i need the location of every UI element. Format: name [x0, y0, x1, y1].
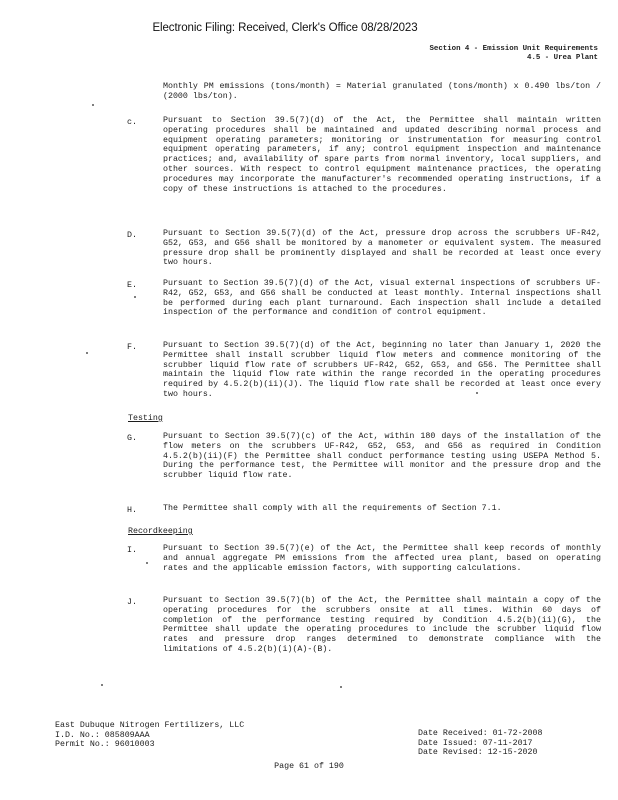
scan-speck [476, 392, 478, 394]
condition-g-text: Pursuant to Section 39.5(7)(c) of the Act, within 180 days of the installation of the flow meters on the scrubbers UF-R42, G52, G53, and G56 as required in Condition 4.5.2(b)(ii)(F) the Permittee shall conduct performance testing using USEPA Method 5. During the performance test, the Permittee will monitor and the pressure drop and the scrubber liquid flow rate. [163, 432, 601, 481]
condition-h-text: The Permittee shall comply with all the requirements of Section 7.1. [163, 504, 502, 513]
condition-d-text: Pursuant to Section 39.5(7)(d) of the Act, pressure drop across the scrubbers UF-R42, G52, G53, and G56 shall be monitored by a manometer or equivalent system. The measured pressure drop shall be prominently displayed and shall be recorded at least once every two hours. [163, 229, 601, 268]
scan-speck [92, 104, 94, 106]
scan-speck [340, 686, 342, 688]
recordkeeping-heading: Recordkeeping [128, 527, 193, 536]
facility-id: I.D. No.: 085809AAA [55, 730, 150, 740]
subsection-header: 4.5 - Urea Plant [527, 54, 598, 62]
condition-g-letter: G. [127, 434, 137, 443]
condition-j-letter: J. [127, 598, 137, 607]
footer-facility-block [55, 721, 244, 750]
date-issued: Date Issued: 07-11-2017 [418, 738, 533, 748]
condition-f-letter: F. [127, 343, 137, 352]
scan-speck [101, 684, 103, 686]
electronic-filing-stamp: Electronic Filing: Received, Clerk's Office 08/28/2023 [152, 22, 418, 34]
scan-speck [134, 296, 136, 298]
condition-c-text: Pursuant to Section 39.5(7)(d) of the Act, the Permittee shall maintain written operating procedures shall be maintained and updated describing normal process and equipment operating parameters; monitoring or instrumentation for measuring control equipment operating parameters, if any; control equipment inspection and maintenance practices; and, availability of spare parts from normal inventory, local suppliers, and other sources. With respect to control equipment maintenance practices, the operating procedures may incorporate the manufacturer's recommended operating instructions, if a copy of these instructions is attached to the procedures. [163, 116, 601, 194]
page-number: Page 61 of 190 [274, 762, 344, 771]
section-header: Section 4 - Emission Unit Requirements [429, 45, 598, 53]
condition-h-letter: H. [127, 506, 137, 515]
condition-e-letter: E. [127, 281, 137, 290]
condition-c-letter: c. [127, 118, 137, 127]
permit-number: Permit No.: 96010003 [55, 740, 155, 750]
condition-i-text: Pursuant to Section 39.5(7)(e) of the Act, the Permittee shall keep records of monthly and annual aggregate PM emissions from the affected urea plant, based on operating rates and the applicable emission factors, with supporting calculations. [163, 544, 601, 573]
date-received: Date Received: 01-72-2008 [418, 729, 543, 738]
pm-emissions-formula: Monthly PM emissions (tons/month) = Material granulated (tons/month) x 0.490 lbs/ton / (2000 lbs/ton). [163, 82, 601, 101]
company-name: East Dubuque Nitrogen Fertilizers, LLC [55, 721, 245, 730]
condition-e-text: Pursuant to Section 39.5(7)(d) of the Act, visual external inspections of scrubbers UF-R42, G52, G53, and G56 shall be conducted at least monthly. Internal inspections shall be performed during each plant turnaround. Each inspection shall include a detailed inspection of the performance and condition of control equipment. [163, 279, 601, 318]
footer-dates-block [418, 729, 542, 758]
condition-f-text: Pursuant to Section 39.5(7)(d) of the Act, beginning no later than January 1, 2020 the Permittee shall install scrubber liquid flow meters and commence monitoring of the scrubber liquid flow rate of scrubbers UF-R42, G52, G53, and G56. The Permittee shall maintain the liquid flow rate within the range recorded in the operating procedures required by 4.5.2(b)(ii)(J). The liquid flow rate shall be recorded at least once every two hours. [163, 341, 601, 399]
condition-i-letter: I. [127, 546, 137, 555]
scan-speck [86, 352, 88, 354]
scan-speck [146, 562, 148, 564]
condition-d-letter: D. [127, 231, 137, 240]
date-revised: Date Revised: 12-15-2020 [418, 748, 538, 758]
testing-heading: Testing [128, 414, 163, 423]
condition-j-text: Pursuant to Section 39.5(7)(b) of the Act, the Permittee shall maintain a copy of the operating procedures for the scrubbers onsite at all times. Within 60 days of completion of the performance testing required by Condition 4.5.2(b)(ii)(G), the Permittee shall update the operating procedures to include the scrubber liquid flow rates and pressure drop ranges determined to demonstrate compliance with the limitations of 4.5.2(b)(i)(A)-(B). [163, 596, 601, 654]
